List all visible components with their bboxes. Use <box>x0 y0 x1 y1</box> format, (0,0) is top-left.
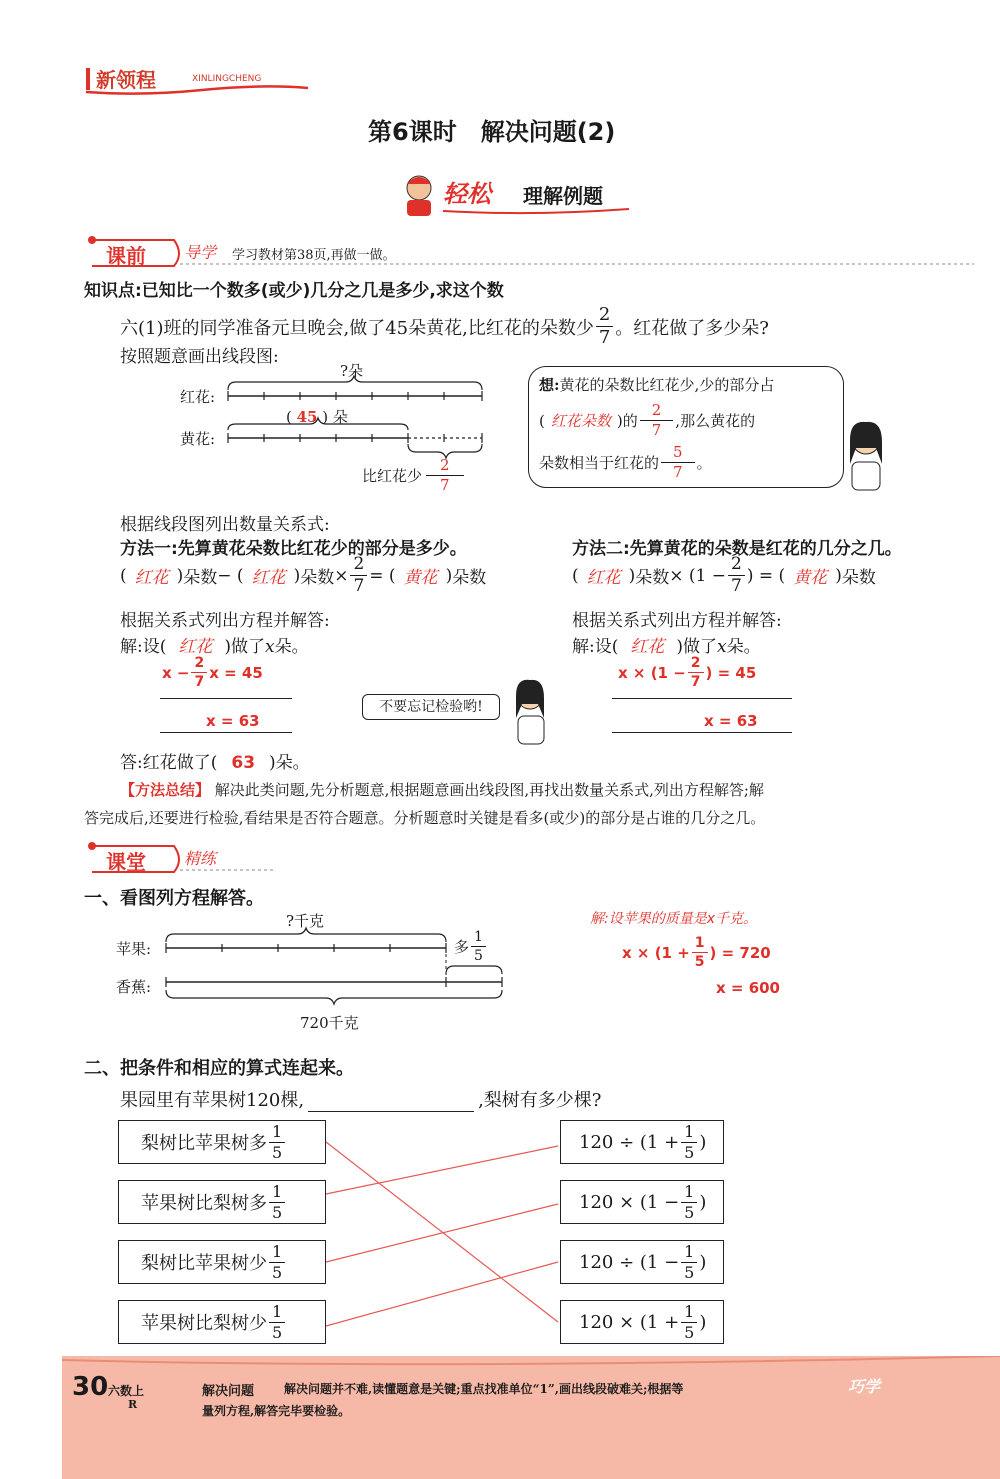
pre-text: 学习教材第38页,再做一做。 <box>232 248 396 263</box>
brand-logo <box>82 62 312 96</box>
q2-formula-box[interactable] <box>560 1180 724 1224</box>
frac-den: 7 <box>353 576 365 596</box>
q1-total: 720千克 <box>300 1014 359 1032</box>
frac-num: 1 <box>269 1304 285 1323</box>
m2-eq-instruction: 根据关系式列出方程并解答: <box>572 611 782 631</box>
grade-label: 六数上 <box>108 1384 145 1398</box>
diagram-count: ( 45 ) 朵 <box>286 408 348 426</box>
summary-tag: 【方法总结】 <box>120 781 211 799</box>
q2-condition-box[interactable] <box>118 1240 326 1284</box>
summary-line2: 答完成后,还要进行检验,看结果是否符合题意。分析题意时关键是看多(或少)的部分是占谁的几分之几。 <box>84 809 766 827</box>
think-fraction1 <box>640 403 674 438</box>
q2-stem-blank[interactable] <box>308 1086 474 1112</box>
footer-bar <box>62 1356 1000 1479</box>
q1-banana-label: 香蕉: <box>116 978 152 996</box>
frac-den: 7 <box>440 476 450 494</box>
think-label: 想: <box>539 376 560 394</box>
m1-line1-b: x = 45 <box>209 663 263 682</box>
m2-set-a: 解:设( <box>572 637 619 657</box>
frac-num: 2 <box>191 656 207 673</box>
banner <box>395 170 635 220</box>
q2-formula-fraction <box>681 1181 697 1222</box>
frac-den: 5 <box>272 1262 283 1282</box>
q1-more-fraction <box>471 930 486 963</box>
q2-formula-b: ) <box>699 1191 707 1213</box>
frac-num: 2 <box>728 556 745 576</box>
m2-set-c: 朵。 <box>726 637 761 657</box>
m2-set-b: )做了 <box>676 637 718 657</box>
think-line2-end: ,那么黄花的 <box>675 411 756 430</box>
edition-label: R <box>128 1398 138 1411</box>
q2-condition-fraction <box>269 1241 285 1282</box>
boy-mascot-icon <box>395 170 445 220</box>
frac-num: 2 <box>426 458 464 476</box>
q2-formula-fraction <box>681 1121 697 1162</box>
think-line3-end: 。 <box>696 453 712 472</box>
q1-more <box>454 930 488 963</box>
frac-den: 7 <box>731 576 742 596</box>
segment-diagram <box>176 360 516 500</box>
frac-num: 1 <box>681 1244 697 1263</box>
m2-unit-c: 朵数 <box>841 568 876 588</box>
frac-den: 7 <box>690 674 701 690</box>
m2-line1-fraction <box>688 656 704 689</box>
q1-title: 一、看图列方程解答。 <box>84 888 264 909</box>
q2-condition-box[interactable] <box>118 1120 326 1164</box>
m2-line1 <box>618 656 756 689</box>
diagram-red-label: 红花: <box>180 388 216 406</box>
frac-den: 5 <box>684 1262 695 1282</box>
m1-blank-c: 黄花 <box>403 568 438 588</box>
m1-set-value: 红花 <box>178 637 213 657</box>
m1-set-b: )做了 <box>224 637 266 657</box>
m1-eq-instruction: 根据关系式列出方程并解答: <box>120 611 330 631</box>
m1-line1-a: x − <box>162 663 190 682</box>
m1-line1-fraction <box>191 656 207 689</box>
q1-s2b: ) = 720 <box>709 943 771 962</box>
m1-blank-b: 红花 <box>251 568 286 588</box>
q1-solution-line2 <box>622 936 850 969</box>
problem-pre: 六(1)班的同学准备元旦晚会,做了45朵黄花,比红花的朵数少 <box>120 317 594 339</box>
m2-line1-a: x × (1 − <box>618 663 686 682</box>
frac-num: 1 <box>681 1124 697 1143</box>
think-line3: 朵数相当于红花的 <box>539 453 660 472</box>
m1-set-a: 解:设( <box>120 637 167 657</box>
frac-den: 5 <box>272 1142 283 1162</box>
frac-den: 7 <box>673 463 683 481</box>
footer-line1: 解决问题并不难,读懂题意是关键;重点找准单位“1”,画出线段破难关;根据等 <box>284 1382 684 1396</box>
frac-num: 1 <box>269 1244 285 1263</box>
m2-line2: x = 63 <box>704 712 758 730</box>
q2-formula-fraction <box>681 1301 697 1342</box>
q1-solution-line1: 解:设苹果的质量是x千克。 <box>590 911 758 927</box>
girl-mascot-icon <box>836 418 896 494</box>
think-line1: 黄花的朵数比红花少,少的部分占 <box>559 376 775 394</box>
m1-rule1 <box>160 698 292 699</box>
m2-blank-c: 黄花 <box>793 568 828 588</box>
q2-stem-b: ,梨树有多少棵? <box>478 1090 602 1111</box>
m1-set <box>120 632 309 657</box>
m1-line2: x = 63 <box>206 712 260 730</box>
q2-condition-box[interactable] <box>118 1300 326 1344</box>
method1-title: 方法一:先算黄花朵数比红花少的部分是多少。 <box>120 539 467 559</box>
frac-den: 5 <box>694 954 705 970</box>
m2-set <box>572 632 761 657</box>
q2-condition-text: 梨树比苹果树少 <box>141 1253 267 1274</box>
q1-solution-line3: x = 600 <box>716 979 780 997</box>
q2-formula-box[interactable] <box>560 1300 724 1344</box>
draw-instruction: 按照题意画出线段图: <box>120 347 279 367</box>
q2-formula-b: ) <box>699 1131 707 1153</box>
answer-b: )朵。 <box>269 753 310 773</box>
footer-tag: 巧学 <box>848 1377 881 1396</box>
diagram-count-value: 45 <box>296 408 318 426</box>
check-note: 不要忘记检验哟! <box>362 694 500 720</box>
banner-highlight: 轻松 <box>443 180 491 208</box>
q1-apple-label: 苹果: <box>116 940 152 958</box>
q2-formula-a: 120 × (1 + <box>579 1311 680 1333</box>
answer-a: 答:红花做了( <box>120 753 218 773</box>
section-tag-class-sub: 精练 <box>184 849 217 868</box>
frac-num: 2 <box>596 306 613 327</box>
diagram-question: ?朵 <box>340 362 364 380</box>
girl-mascot-check-icon <box>506 676 556 748</box>
q1-diagram <box>116 906 516 1036</box>
frac-den: 5 <box>272 1322 283 1342</box>
frac-num: 2 <box>350 556 367 576</box>
m1-rule2 <box>160 732 292 733</box>
q2-stem <box>120 1086 601 1112</box>
q2-condition-fraction <box>269 1121 285 1162</box>
q2-formula-fraction <box>681 1241 697 1282</box>
q1-question: ?千克 <box>286 912 325 930</box>
problem-fraction <box>596 306 613 347</box>
m2-set-value: 红花 <box>630 637 665 657</box>
method2-relation: ( 红花 ) 朵数 × (1 − $\frac{2}{7}$ ) = ( 黄花 ) 朵数 <box>572 554 876 596</box>
summary-line1: 解决此类问题,先分析题意,根据题意画出线段图,再找出数量关系式,列出方程解答;解 <box>214 781 764 799</box>
answer <box>120 748 310 773</box>
brand-name: 新领程 <box>96 68 156 92</box>
q2-formula-a: 120 × (1 − <box>579 1191 680 1213</box>
think-of: 的 <box>622 411 638 430</box>
frac-den: 5 <box>272 1202 283 1222</box>
q1-solution <box>590 908 850 997</box>
brand-pinyin: XINLINGCHENG <box>192 74 262 84</box>
diagram-less-fraction <box>426 458 464 493</box>
m1-fraction <box>350 556 367 595</box>
q2-formula-a: 120 ÷ (1 − <box>579 1251 680 1273</box>
m1-unit-b: 朵数 <box>300 568 335 588</box>
footer-label: 解决问题 <box>202 1384 255 1399</box>
diagram-less-text: 比红花少 <box>362 467 423 485</box>
m2-unit-a: 朵数 <box>635 568 670 588</box>
frac-num: 1 <box>681 1304 697 1323</box>
page-number: 30 <box>72 1372 109 1402</box>
q2-formula-b: ) <box>699 1251 707 1273</box>
frac-den: 5 <box>684 1202 695 1222</box>
m2-fraction <box>728 556 745 595</box>
q2-condition-fraction <box>269 1181 285 1222</box>
section-tag-bg-icon <box>84 234 984 268</box>
diagram-unit: 朵 <box>332 408 348 426</box>
diagram-yellow-label: 黄花: <box>180 430 216 448</box>
q2-title: 二、把条件和相应的算式连起来。 <box>84 1058 354 1079</box>
frac-num: 1 <box>471 930 486 947</box>
m1-blank-a: 红花 <box>134 568 169 588</box>
frac-num: 2 <box>688 656 704 673</box>
problem-post: 。红花做了多少朵? <box>615 317 769 339</box>
m2-rule1 <box>612 698 792 699</box>
think-fraction2 <box>661 445 695 480</box>
frac-num: 1 <box>269 1184 285 1203</box>
think-bubble: 想:黄花的朵数比红花少,少的部分占 ( 红花朵数 ) 的 $\frac{2}{7}$ ,那么黄花的 朵数相当于红花的 $\frac{5}{7}$ 。 <box>528 366 844 488</box>
q2-formula-b: ) <box>699 1311 707 1333</box>
m1-set-c: 朵。 <box>274 637 309 657</box>
diagram-less <box>362 458 466 493</box>
q1-s2-fraction <box>692 936 708 969</box>
q2-condition-text: 梨树比苹果树多 <box>141 1133 267 1154</box>
q1-more-text: 多 <box>454 938 470 956</box>
frac-den: 5 <box>684 1322 695 1342</box>
problem-text <box>120 306 769 347</box>
m2-rule2 <box>612 732 792 733</box>
q2-condition-text: 苹果树比梨树多 <box>141 1193 267 1214</box>
think-blank1: 红花朵数 <box>550 411 611 430</box>
section-tag-class <box>84 840 284 874</box>
frac-num: 1 <box>269 1124 285 1143</box>
q2-condition-fraction <box>269 1301 285 1342</box>
m1-unit-a: 朵数 <box>183 568 218 588</box>
section-tag-pre <box>84 234 984 268</box>
frac-den: 7 <box>598 327 611 348</box>
section-tag-class-label: 课堂 <box>106 850 146 874</box>
q2-formula-a: 120 ÷ (1 + <box>579 1131 680 1153</box>
section-tag-pre-label: 课前 <box>106 244 146 268</box>
q2-stem-a: 果园里有苹果树120棵, <box>120 1090 305 1111</box>
q2-formula-box[interactable] <box>560 1120 724 1164</box>
page-title: 第6课时 解决问题(2) <box>368 118 616 146</box>
m1-unit-c: 朵数 <box>452 568 487 588</box>
section-tag-pre-sub: 导学 <box>184 243 217 262</box>
frac-den: 5 <box>474 948 483 964</box>
frac-den: 5 <box>684 1142 695 1162</box>
method2-title: 方法二:先算黄花的朵数是红花的几分之几。 <box>572 539 902 559</box>
q2-formula-box[interactable] <box>560 1240 724 1284</box>
m1-line1 <box>162 656 263 689</box>
method-summary <box>84 776 960 832</box>
m2-set-x: x <box>717 637 727 657</box>
frac-num: 2 <box>640 403 674 421</box>
frac-num: 1 <box>681 1184 697 1203</box>
frac-den: 7 <box>194 674 205 690</box>
m2-blank-a: 红花 <box>586 568 621 588</box>
banner-underline-icon <box>443 206 633 216</box>
q2-condition-box[interactable] <box>118 1180 326 1224</box>
relation-text: 根据线段图列出数量关系式: <box>120 515 330 535</box>
frac-num: 1 <box>692 936 708 953</box>
m2-line1-b: ) = 45 <box>705 663 757 682</box>
banner-text: 理解例题 <box>523 184 603 208</box>
q1-s2a: x × (1 + <box>622 943 690 962</box>
frac-den: 7 <box>651 421 662 439</box>
method1-relation: ( 红花 ) 朵数 − ( 红花 ) 朵数 × $\frac{2}{7}$ = ( 黄花 ) 朵数 <box>120 554 487 596</box>
frac-num: 5 <box>661 445 695 463</box>
knowledge-point: 知识点:已知比一个数多(或少)几分之几是多少,求这个数 <box>84 281 504 301</box>
q2-condition-text: 苹果树比梨树少 <box>141 1313 267 1334</box>
footer-line2: 量列方程,解答完毕要检验。 <box>202 1404 351 1418</box>
answer-value: 63 <box>231 753 256 773</box>
m1-set-x: x <box>265 637 275 657</box>
